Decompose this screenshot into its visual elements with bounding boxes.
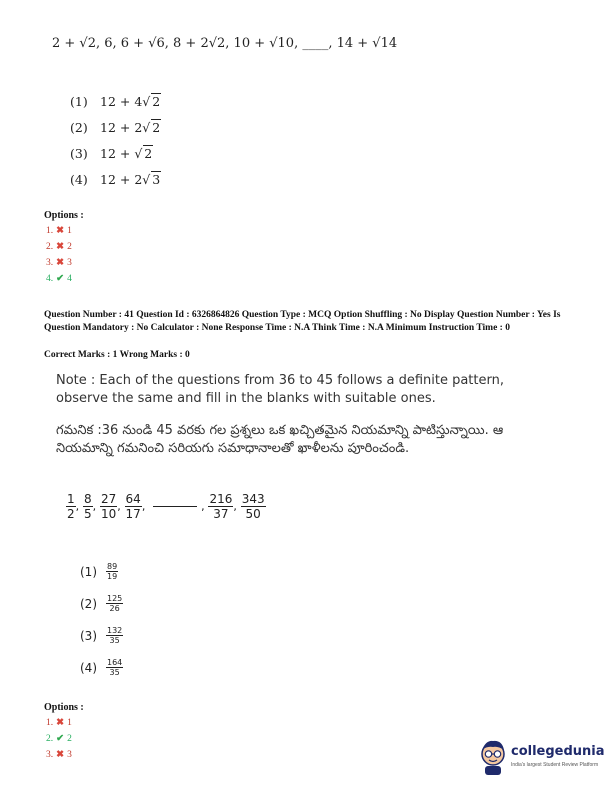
radicand: 2: [144, 146, 153, 161]
radicand: 2: [152, 120, 161, 135]
q2-option-4: (4) $\frac{164}{35}$: [80, 658, 123, 677]
q1-option-2: (2) 12 + 2√ 2: [70, 120, 161, 135]
cross-icon: ✖: [56, 718, 65, 728]
option-number: (4): [70, 172, 88, 187]
option-number: (2): [70, 120, 88, 135]
fraction: $\frac{343}{50}$: [241, 492, 265, 521]
sequence-part-1: 2 + √2, 6, 6 + √6, 8 + 2√2, 10 + √10,: [52, 36, 303, 51]
fraction: $\frac{27}{10}$: [100, 492, 117, 521]
option-text: 12 + 2: [100, 172, 143, 187]
q1-option-3: (3) 12 + √ 2: [70, 146, 153, 161]
q2-answer-1: 1. ✖ 1: [46, 718, 72, 728]
fraction-sequence: $\frac{1}{2}$ , $\frac{8}{5}$ , $\frac{27}{10}$ , $\frac{64}{17}$ , , $\frac{216}{37}$ , $\frac{343}{50}$: [67, 492, 265, 521]
cross-icon: ✖: [56, 226, 65, 236]
q2-option-1: (1) $\frac{89}{19}$: [80, 562, 118, 581]
q1-answer-1: 1. ✖ 1: [46, 226, 72, 236]
option-text: 12 + 2: [100, 120, 143, 135]
option-text: 12 + 4: [100, 94, 143, 109]
collegedunia-mascot-icon: [478, 738, 508, 776]
q1-answer-3: 3. ✖ 3: [46, 258, 72, 268]
radicand: 3: [152, 172, 161, 187]
option-number: (3): [70, 146, 88, 161]
brand-name: collegedunia: [511, 744, 605, 759]
check-icon: ✔: [56, 734, 65, 744]
fraction: $\frac{8}{5}$: [83, 492, 92, 521]
brand-tagline: India's largest Student Review Platform: [511, 762, 599, 768]
q2-marks: Correct Marks : 1 Wrong Marks : 0: [44, 350, 190, 360]
q2-answer-3: 3. ✖ 3: [46, 750, 72, 760]
q1-option-1: (1) 12 + 4√ 2: [70, 94, 161, 109]
radicand: 2: [152, 94, 161, 109]
option-number: (1): [70, 94, 88, 109]
sequence-part-2: , 14 + √14: [328, 36, 398, 51]
q1-answer-4: 4. ✔ 4: [46, 274, 72, 284]
cross-icon: ✖: [56, 242, 65, 252]
fraction: $\frac{64}{17}$: [125, 492, 141, 521]
check-icon: ✔: [56, 274, 65, 284]
q2-note: Note : Each of the questions from 36 to 45 follows a definite pattern, observe the same and fill in the blanks with suitable ones.: [56, 373, 504, 406]
q2-telugu-note: గమనిక :36 నుండి 45 వరకు గల ప్రశ్నలు ఒక ఖచ్చితమైన నియమాన్ని పాటిస్తున్నాయి. ఆ నియమాన్ని గమనించి సరియగు సమాధానాలతో ఖాళీలను పూరించండి.: [56, 423, 504, 456]
fraction-blank: [153, 506, 197, 507]
sequence-blank: ____: [302, 36, 329, 51]
cross-icon: ✖: [56, 750, 65, 760]
sequence-question: [52, 36, 397, 51]
q2-option-3: (3) $\frac{132}{35}$: [80, 626, 123, 645]
q2-options-label: Options :: [44, 702, 84, 713]
q2-answer-2: 2. ✔ 2: [46, 734, 72, 744]
q1-options-label: Options :: [44, 210, 84, 221]
q1-answer-2: 2. ✖ 2: [46, 242, 72, 252]
q2-meta: Question Number : 41 Question Id : 6326864826 Question Type : MCQ Option Shuffling : No Display Question Number : Yes Is Question Mandatory : No Calculator : None Response Time : N.A Think Time : N.A Minimum Instruction Time : 0: [44, 310, 561, 333]
cross-icon: ✖: [56, 258, 65, 268]
q2-option-2: (2) $\frac{125}{26}$: [80, 594, 123, 613]
option-text: 12 +: [100, 146, 135, 161]
q1-option-4: (4) 12 + 2√ 3: [70, 172, 161, 187]
fraction: $\frac{216}{37}$: [209, 492, 233, 521]
fraction: $\frac{1}{2}$: [67, 492, 75, 521]
